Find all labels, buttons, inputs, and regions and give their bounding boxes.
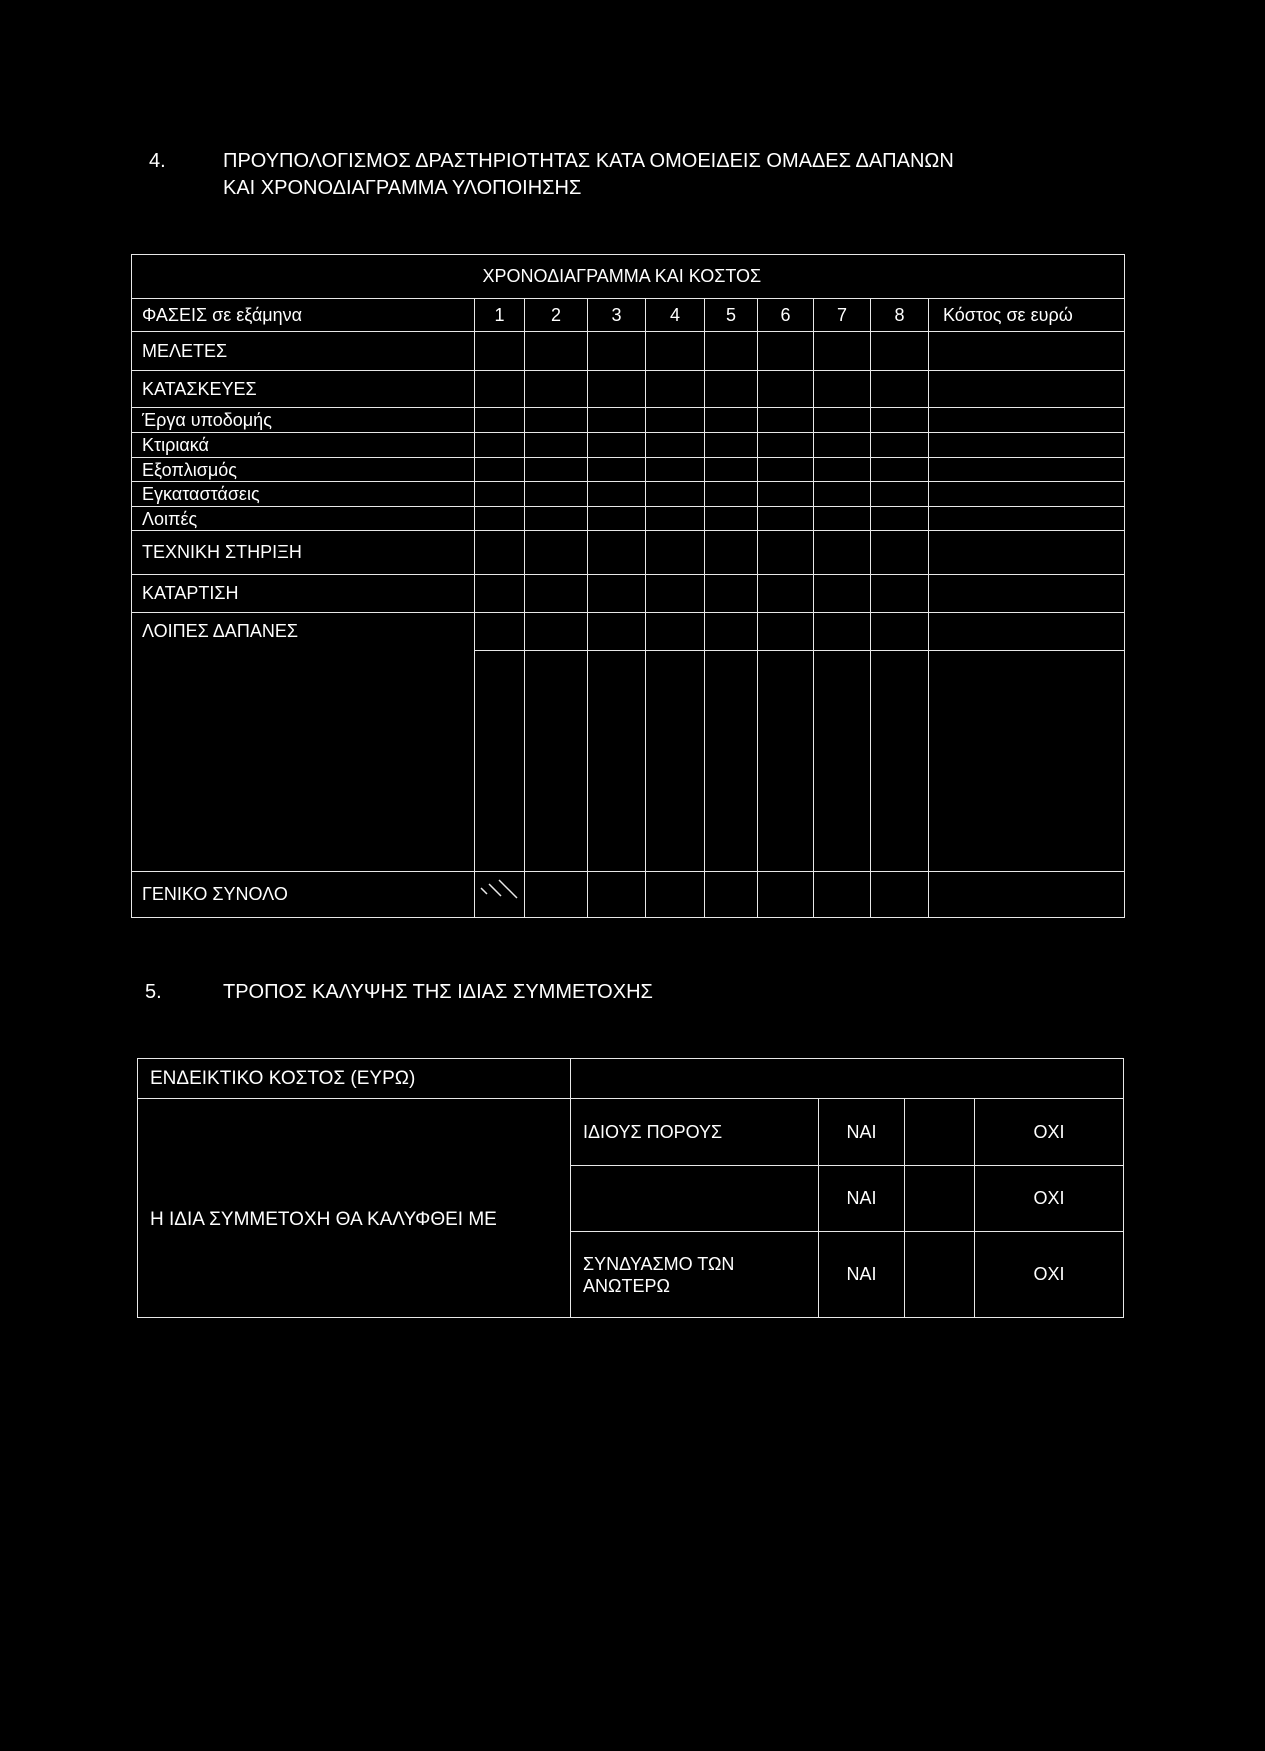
schedule-cell[interactable] — [525, 575, 588, 613]
schedule-cell[interactable] — [705, 482, 758, 507]
super-header-label: ΧΡΟΝΟΔΙΑΓΡΑΜΜΑ ΚΑΙ ΚΟΣΤΟΣ — [475, 255, 1125, 299]
choice-box[interactable] — [905, 1099, 975, 1166]
no-option[interactable]: ΟΧΙ — [975, 1232, 1124, 1318]
schedule-cell[interactable] — [814, 332, 871, 371]
section-title-line-1: ΠΡΟΥΠΟΛΟΓΙΣΜΟΣ ΔΡΑΣΤΗΡΙΟΤΗΤΑΣ ΚΑΤΑ ΟΜΟΕΙΔΕΙΣ ΟΜΑΔΕΣ ΔΑΠΑΝΩΝ — [223, 150, 954, 172]
table-row — [132, 371, 1125, 408]
period-header: 8 — [871, 299, 929, 332]
option-label-line: ΣΥΝΔΥΑΣΜΟ ΤΩΝ — [583, 1253, 735, 1274]
cost-header: Κόστος σε ευρώ — [929, 299, 1125, 332]
table-super-header-row — [132, 255, 1125, 299]
schedule-cell[interactable] — [814, 531, 871, 575]
schedule-cell[interactable] — [758, 332, 814, 371]
schedule-cell[interactable] — [758, 408, 814, 433]
total-cell[interactable] — [705, 872, 758, 918]
schedule-cell[interactable] — [758, 575, 814, 613]
schedule-cell[interactable] — [705, 458, 758, 482]
yes-option[interactable]: ΝΑΙ — [819, 1099, 905, 1166]
schedule-cell[interactable] — [871, 482, 929, 507]
schedule-cell[interactable] — [588, 371, 646, 408]
schedule-cell[interactable] — [871, 575, 929, 613]
row-label: Κτιριακά — [132, 433, 475, 458]
schedule-cell[interactable] — [705, 613, 758, 651]
schedule-cell[interactable] — [525, 332, 588, 371]
row-label: ΜΕΛΕΤΕΣ — [132, 332, 475, 371]
schedule-cell[interactable] — [475, 408, 525, 433]
schedule-cell[interactable] — [646, 332, 705, 371]
schedule-cell[interactable] — [646, 433, 705, 458]
option-label — [571, 1232, 819, 1318]
coverage-table — [137, 1058, 1124, 1318]
total-cell[interactable] — [646, 872, 705, 918]
schedule-cell[interactable] — [814, 458, 871, 482]
schedule-cell[interactable] — [758, 433, 814, 458]
schedule-cell[interactable] — [758, 651, 814, 872]
blank-label-cell — [132, 651, 475, 872]
period-header: 5 — [705, 299, 758, 332]
period-header: 6 — [758, 299, 814, 332]
table-row — [132, 575, 1125, 613]
schedule-cell[interactable] — [871, 371, 929, 408]
section-title-line-2: ΚΑΙ ΧΡΟΝΟΔΙΑΓΡΑΜΜΑ ΥΛΟΠΟΙΗΣΗΣ — [223, 177, 582, 199]
schedule-cost-table — [131, 254, 1125, 918]
schedule-cell[interactable] — [525, 458, 588, 482]
schedule-cell[interactable] — [705, 651, 758, 872]
phases-header: ΦΑΣΕΙΣ σε εξάμηνα — [132, 299, 475, 332]
schedule-cell[interactable] — [871, 408, 929, 433]
schedule-cell[interactable] — [871, 507, 929, 531]
indicative-cost-value[interactable] — [571, 1059, 1124, 1099]
total-row — [132, 872, 1125, 918]
cost-cell[interactable] — [929, 651, 1125, 872]
schedule-cell[interactable] — [705, 531, 758, 575]
schedule-cell[interactable] — [475, 371, 525, 408]
option-label: ΙΔΙΟΥΣ ΠΟΡΟΥΣ — [571, 1099, 819, 1166]
row-label: ΚΑΤΑΣΚΕΥΕΣ — [132, 371, 475, 408]
schedule-cell[interactable] — [646, 575, 705, 613]
indicative-cost-label: ΕΝΔΕΙΚΤΙΚΟ ΚΟΣΤΟΣ (ΕΥΡΩ) — [138, 1059, 571, 1099]
schedule-cell[interactable] — [814, 613, 871, 651]
schedule-cell[interactable] — [525, 507, 588, 531]
schedule-cell[interactable] — [588, 507, 646, 531]
cost-cell[interactable] — [929, 482, 1125, 507]
schedule-cell[interactable] — [525, 651, 588, 872]
schedule-cell[interactable] — [646, 408, 705, 433]
total-cell[interactable] — [871, 872, 929, 918]
indicative-cost-row — [138, 1059, 1124, 1099]
row-label: Εγκαταστάσεις — [132, 482, 475, 507]
schedule-cell[interactable] — [871, 613, 929, 651]
choice-box[interactable] — [905, 1166, 975, 1232]
no-option[interactable]: ΟΧΙ — [975, 1166, 1124, 1232]
schedule-cell[interactable] — [475, 531, 525, 575]
schedule-cell[interactable] — [475, 433, 525, 458]
row-label: ΤΕΧΝΙΚΗ ΣΤΗΡΙΞΗ — [132, 531, 475, 575]
row-label: ΛΟΙΠΕΣ ΔΑΠΑΝΕΣ — [132, 613, 475, 651]
option-row — [138, 1099, 1124, 1166]
table-row — [132, 408, 1125, 433]
schedule-cell[interactable] — [871, 433, 929, 458]
table-row — [132, 332, 1125, 371]
schedule-cell[interactable] — [475, 507, 525, 531]
schedule-cell[interactable] — [588, 332, 646, 371]
choice-box[interactable] — [905, 1232, 975, 1318]
cost-cell[interactable] — [929, 408, 1125, 433]
schedule-cell[interactable] — [814, 433, 871, 458]
cost-cell[interactable] — [929, 458, 1125, 482]
schedule-cell[interactable] — [588, 651, 646, 872]
cost-cell[interactable] — [929, 613, 1125, 651]
no-option[interactable]: ΟΧΙ — [975, 1099, 1124, 1166]
schedule-cell[interactable] — [814, 575, 871, 613]
table-row — [132, 458, 1125, 482]
cost-cell[interactable] — [929, 531, 1125, 575]
period-header: 1 — [475, 299, 525, 332]
table-row — [132, 482, 1125, 507]
row-label: Λοιπές — [132, 507, 475, 531]
schedule-cell[interactable] — [871, 458, 929, 482]
period-header: 4 — [646, 299, 705, 332]
table-row — [132, 531, 1125, 575]
table-row — [132, 433, 1125, 458]
schedule-cell[interactable] — [814, 507, 871, 531]
schedule-cell[interactable] — [758, 531, 814, 575]
yes-option[interactable]: ΝΑΙ — [819, 1232, 905, 1318]
hatched-cell — [475, 872, 525, 918]
schedule-cell[interactable] — [646, 651, 705, 872]
schedule-cell[interactable] — [588, 433, 646, 458]
schedule-cell[interactable] — [871, 332, 929, 371]
schedule-cell[interactable] — [705, 408, 758, 433]
total-cell[interactable] — [588, 872, 646, 918]
cost-cell[interactable] — [929, 332, 1125, 371]
schedule-cell[interactable] — [588, 613, 646, 651]
schedule-cell[interactable] — [814, 371, 871, 408]
schedule-cell[interactable] — [646, 482, 705, 507]
schedule-cell[interactable] — [475, 651, 525, 872]
yes-option[interactable]: ΝΑΙ — [819, 1166, 905, 1232]
schedule-cell[interactable] — [588, 458, 646, 482]
section-title: ΤΡΟΠΟΣ ΚΑΛΥΨΗΣ ΤΗΣ ΙΔΙΑΣ ΣΥΜΜΕΤΟΧΗΣ — [223, 981, 653, 1003]
total-cell[interactable] — [525, 872, 588, 918]
total-cell[interactable] — [814, 872, 871, 918]
schedule-cell[interactable] — [705, 371, 758, 408]
schedule-cell[interactable] — [758, 482, 814, 507]
schedule-cell[interactable] — [525, 482, 588, 507]
schedule-cell[interactable] — [758, 458, 814, 482]
coverage-label: Η ΙΔΙΑ ΣΥΜΜΕΤΟΧΗ ΘΑ ΚΑΛΥΦΘΕΙ ΜΕ — [138, 1099, 571, 1318]
schedule-cell[interactable] — [525, 433, 588, 458]
cost-cell[interactable] — [929, 575, 1125, 613]
schedule-cell[interactable] — [646, 531, 705, 575]
option-label-line: ΑΝΩΤΕΡΩ — [583, 1275, 670, 1296]
schedule-cell[interactable] — [758, 371, 814, 408]
table-row — [132, 651, 1125, 872]
schedule-cell[interactable] — [871, 531, 929, 575]
section-number: 4. — [149, 150, 166, 172]
schedule-cell[interactable] — [646, 371, 705, 408]
schedule-cell[interactable] — [588, 408, 646, 433]
table-row — [132, 507, 1125, 531]
schedule-cell[interactable] — [525, 531, 588, 575]
schedule-cell[interactable] — [475, 458, 525, 482]
table-header-row — [132, 299, 1125, 332]
period-header: 3 — [588, 299, 646, 332]
row-label: Εξοπλισμός — [132, 458, 475, 482]
schedule-cell[interactable] — [588, 575, 646, 613]
schedule-cell[interactable] — [475, 613, 525, 651]
cost-cell[interactable] — [929, 433, 1125, 458]
section-number: 5. — [145, 981, 162, 1003]
table-row — [132, 613, 1125, 651]
schedule-cell[interactable] — [646, 507, 705, 531]
schedule-cell[interactable] — [588, 482, 646, 507]
schedule-cell[interactable] — [814, 482, 871, 507]
schedule-cell[interactable] — [475, 482, 525, 507]
schedule-cell[interactable] — [588, 531, 646, 575]
schedule-cell[interactable] — [705, 507, 758, 531]
schedule-cell[interactable] — [525, 371, 588, 408]
schedule-cell[interactable] — [475, 575, 525, 613]
schedule-cell[interactable] — [814, 651, 871, 872]
schedule-cell[interactable] — [705, 575, 758, 613]
schedule-cell[interactable] — [646, 458, 705, 482]
row-label: ΚΑΤΑΡΤΙΣΗ — [132, 575, 475, 613]
schedule-cell[interactable] — [475, 332, 525, 371]
option-label — [571, 1166, 819, 1232]
schedule-cell[interactable] — [705, 332, 758, 371]
cost-cell[interactable] — [929, 371, 1125, 408]
schedule-cell[interactable] — [871, 651, 929, 872]
schedule-cell[interactable] — [646, 613, 705, 651]
cost-cell[interactable] — [929, 507, 1125, 531]
total-label: ΓΕΝΙΚΟ ΣΥΝΟΛΟ — [132, 872, 475, 918]
period-header: 7 — [814, 299, 871, 332]
schedule-cell[interactable] — [758, 613, 814, 651]
period-header: 2 — [525, 299, 588, 332]
hatch-marks — [479, 876, 521, 914]
schedule-cell[interactable] — [525, 613, 588, 651]
schedule-cell[interactable] — [705, 433, 758, 458]
schedule-cell[interactable] — [758, 507, 814, 531]
total-cell[interactable] — [758, 872, 814, 918]
schedule-cell[interactable] — [525, 408, 588, 433]
total-cost-cell[interactable] — [929, 872, 1125, 918]
row-label: Έργα υποδομής — [132, 408, 475, 433]
schedule-cell[interactable] — [814, 408, 871, 433]
